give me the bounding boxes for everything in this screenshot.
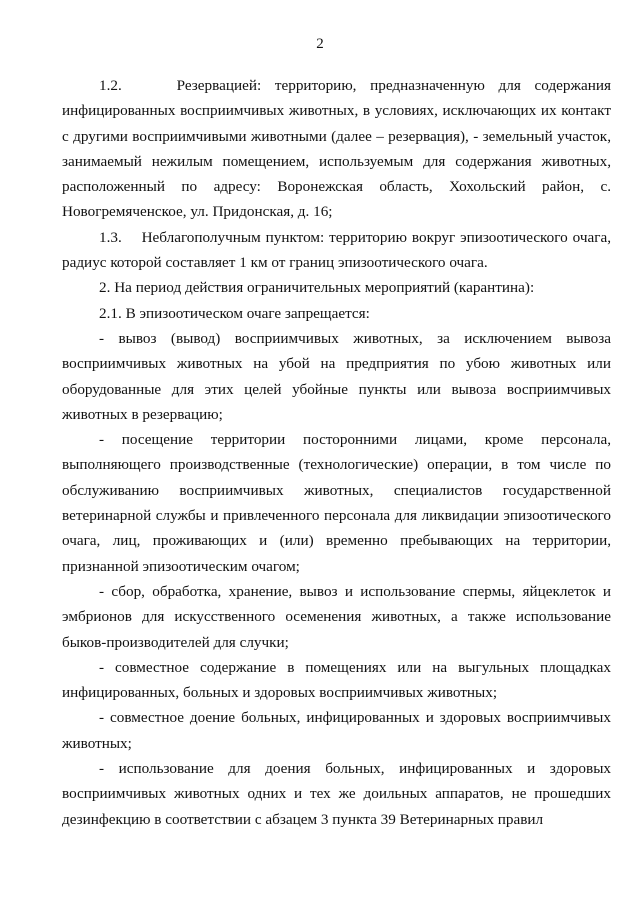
list-item-removal: - вывоз (вывод) восприимчивых животных, за исключением вывоза восприимчивых животных на убой на предприятия по убою животных или оборудованные для этих целей убойные пункты или вывоза восприимчивых животных в резервацию;: [62, 329, 611, 423]
list-item-joint-housing: - совместное содержание в помещениях или на выгульных площадках инфицированных, больных и здоровых восприимчивых животных;: [62, 658, 611, 702]
page-number: 2: [316, 36, 324, 52]
paragraph-2-1: 2.1. В эпизоотическом очаге запрещается:: [99, 304, 370, 322]
paragraph-1-2: 1.2. Резервацией: территорию, предназначенную для содержания инфицированных восприимчивых животных, в условиях, исключающих их контакт с другими восприимчивыми животными (далее – резервация), - земельный участок, занимаемый нежилым помещением, используемым для содержания животных, расположенный по адресу: Воронежская область, Хохольский район, с. Новогремяченское, ул. Придонская, д. 16;: [62, 77, 611, 221]
paragraph-1-3: 1.3. Неблагополучным пунктом: территорию вокруг эпизоотического очага, радиус которой составляет 1 км от границ эпизоотического очага.: [62, 228, 611, 272]
list-item-semen: - сбор, обработка, хранение, вывоз и использование спермы, яйцеклеток и эмбрионов для искусственного осеменения животных, а также использование быков-производителей для случки;: [62, 582, 611, 651]
document-body: [62, 73, 611, 832]
list-item-visits: - посещение территории посторонними лицами, кроме персонала, выполняющего производственные (технологические) операции, в том числе по обслуживанию восприимчивых животных, специалистов государственной ветеринарной службы и привлеченного персонала для ликвидации эпизоотического очага, лиц, проживающих и (или) временно пребывающих на территории, признанной эпизоотическим очагом;: [62, 431, 611, 575]
list-item-joint-milking: - совместное доение больных, инфицированных и здоровых восприимчивых животных;: [62, 709, 611, 752]
list-item-milking-equipment: - использование для доения больных, инфицированных и здоровых восприимчивых животных одних и тех же доильных аппаратов, не прошедших дезинфекцию в соответствии с абзацем 3 пункта 39 Ветеринарных правил: [62, 760, 611, 828]
paragraph-2: 2. На период действия ограничительных мероприятий (карантина):: [99, 279, 535, 297]
